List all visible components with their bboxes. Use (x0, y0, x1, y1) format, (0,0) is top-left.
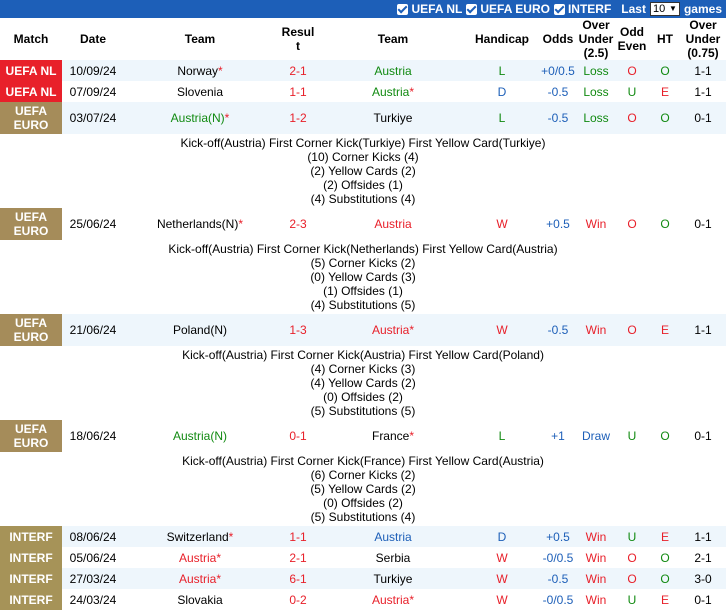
half-time-score: 0-1 (680, 420, 726, 452)
odds-result: Draw (578, 420, 614, 452)
handicap-value: +0.5 (538, 526, 578, 547)
match-detail-line: (6) Corner Kicks (2) (310, 468, 416, 482)
home-star: * (238, 217, 244, 231)
filter-label-uefa-euro: UEFA EURO (480, 2, 550, 16)
header-over-under-0-75 (680, 18, 726, 60)
handicap-value: -0/0.5 (538, 589, 578, 610)
home-team-name: Austria (178, 571, 217, 586)
match-detail-line: (4) Substitutions (5) (310, 298, 416, 312)
home-team[interactable] (124, 526, 276, 547)
match-detail-line: (0) Offsides (2) (323, 496, 403, 510)
odds-result: Win (578, 589, 614, 610)
odd-even: O (650, 60, 680, 81)
competition-badge[interactable]: UEFA EURO (0, 314, 62, 346)
result-indicator: L (466, 420, 538, 452)
match-detail-line: (0) Yellow Cards (3) (310, 270, 416, 284)
match-detail-row (0, 346, 726, 420)
over-under-2-5: U (614, 420, 650, 452)
table-row (0, 314, 726, 346)
away-team-name: Austria (371, 323, 410, 337)
odd-even: O (650, 420, 680, 452)
away-team-name: Austria (371, 592, 410, 607)
match-score[interactable]: 6-1 (276, 568, 320, 589)
odds-result: Win (578, 547, 614, 568)
table-row (0, 526, 726, 547)
header-ou075-line: Over (689, 18, 717, 32)
half-time-score: 0-1 (680, 102, 726, 134)
half-time-score: 3-0 (680, 568, 726, 589)
match-score[interactable]: 2-3 (276, 208, 320, 240)
over-under-2-5: O (614, 208, 650, 240)
odd-even: O (650, 547, 680, 568)
handicap-value: -0.5 (538, 314, 578, 346)
away-team[interactable] (320, 314, 466, 346)
header-home-team: Team (184, 32, 216, 46)
odd-even: O (650, 208, 680, 240)
match-detail-line: Kick-off(Austria) First Corner Kick(Turkiye) First Yellow Card(Turkiye) (180, 136, 546, 150)
header-result-line: t (296, 39, 300, 53)
away-team-name: Austria (374, 529, 412, 544)
result-indicator: W (466, 589, 538, 610)
away-team-name: Turkiye (373, 111, 413, 125)
header-match: Match (13, 32, 49, 46)
home-team[interactable] (124, 81, 276, 102)
match-detail-line: (4) Yellow Cards (2) (310, 376, 416, 390)
odd-even: E (650, 526, 680, 547)
odds-result: Loss (578, 102, 614, 134)
match-score[interactable]: 1-3 (276, 314, 320, 346)
half-time-score: 1-1 (680, 526, 726, 547)
match-detail-line: (0) Offsides (2) (323, 390, 403, 404)
handicap-value: -0/0.5 (538, 547, 578, 568)
checkbox-interf[interactable] (554, 4, 565, 15)
table-row (0, 420, 726, 452)
over-under-2-5: U (614, 81, 650, 102)
odds-result: Loss (578, 60, 614, 81)
games-label: games (683, 2, 722, 16)
match-date: 05/06/24 (62, 547, 124, 568)
competition-badge[interactable]: INTERF (0, 526, 62, 547)
odds-result: Win (578, 314, 614, 346)
header-odd-even (614, 18, 650, 60)
table-row (0, 568, 726, 589)
odds-result: Loss (578, 81, 614, 102)
half-time-score: 2-1 (680, 547, 726, 568)
competition-badge[interactable]: INTERF (0, 568, 62, 589)
handicap-value: -0.5 (538, 568, 578, 589)
away-team[interactable] (320, 420, 466, 452)
match-detail-line: (5) Substitutions (5) (310, 404, 416, 418)
match-score[interactable]: 1-1 (276, 526, 320, 547)
away-team[interactable] (320, 526, 466, 547)
competition-badge[interactable]: UEFA EURO (0, 208, 62, 240)
match-score[interactable]: 2-1 (276, 60, 320, 81)
away-team[interactable] (320, 60, 466, 81)
away-team-name: Serbia (375, 550, 411, 565)
odds-result: Win (578, 568, 614, 589)
odds-result: Win (578, 208, 614, 240)
match-detail (0, 134, 726, 208)
competition-badge[interactable]: UEFA NL (0, 81, 62, 102)
over-under-2-5: O (614, 314, 650, 346)
half-time-score: 0-1 (680, 589, 726, 610)
home-team-name: Austria (178, 550, 217, 565)
match-detail (0, 240, 726, 314)
home-team[interactable] (124, 547, 276, 568)
over-under-2-5: O (614, 568, 650, 589)
header-ou25-line: (2.5) (583, 46, 609, 60)
away-team-name: Austria (371, 84, 410, 99)
filter-bar (0, 0, 726, 18)
checkbox-uefa-euro[interactable] (466, 4, 477, 15)
home-team[interactable] (124, 60, 276, 81)
home-team[interactable] (124, 589, 276, 610)
home-star: * (224, 111, 230, 125)
home-star: * (218, 63, 223, 78)
match-detail (0, 452, 726, 526)
result-indicator: L (466, 102, 538, 134)
competition-badge[interactable]: INTERF (0, 547, 62, 568)
home-team-name: Netherlands(N) (156, 217, 239, 231)
handicap-value: +0/0.5 (538, 60, 578, 81)
handicap-value: +0.5 (538, 208, 578, 240)
match-detail-line: (5) Corner Kicks (2) (310, 256, 416, 270)
handicap-value: -0.5 (538, 102, 578, 134)
match-detail-line: (2) Yellow Cards (2) (310, 164, 416, 178)
header-ou25-line: Over (582, 18, 610, 32)
match-detail-row (0, 452, 726, 526)
away-star: * (409, 84, 415, 99)
table-row (0, 60, 726, 81)
result-indicator: W (466, 568, 538, 589)
result-indicator: W (466, 314, 538, 346)
header-result-line: Resul (281, 25, 315, 39)
match-detail-line: (5) Yellow Cards (2) (310, 482, 416, 496)
header-ht: HT (657, 32, 673, 46)
match-detail-line: Kick-off(Austria) First Corner Kick(Austria) First Yellow Card(Poland) (182, 348, 544, 362)
odd-even: E (650, 314, 680, 346)
result-indicator: D (466, 526, 538, 547)
header-oe-line: Odd (620, 25, 644, 39)
handicap-value: +1 (538, 420, 578, 452)
header-odds: Odds (542, 32, 574, 46)
match-date: 07/09/24 (62, 81, 124, 102)
away-team[interactable] (320, 568, 466, 589)
table-row (0, 208, 726, 240)
header-result (276, 18, 320, 60)
chevron-down-icon: ▼ (669, 4, 677, 13)
home-team-name: Norway (177, 63, 218, 78)
away-team-name: France (371, 429, 410, 443)
home-star: * (216, 550, 222, 565)
away-star: * (409, 592, 415, 607)
odd-even: E (650, 81, 680, 102)
match-detail-line: (1) Offsides (1) (323, 284, 403, 298)
over-under-2-5: O (614, 102, 650, 134)
odd-even: E (650, 589, 680, 610)
header-over-under-2-5 (578, 18, 614, 60)
competition-badge[interactable]: UEFA EURO (0, 420, 62, 452)
odds-result: Win (578, 526, 614, 547)
home-team-name: Austria(N) (170, 111, 225, 125)
match-score[interactable]: 2-1 (276, 547, 320, 568)
away-team[interactable] (320, 547, 466, 568)
games-count-value: 10 (652, 3, 666, 15)
result-indicator: W (466, 208, 538, 240)
home-team-name: Slovenia (176, 84, 224, 99)
table-row (0, 547, 726, 568)
result-indicator: D (466, 81, 538, 102)
match-date: 18/06/24 (62, 420, 124, 452)
competition-badge[interactable]: UEFA EURO (0, 102, 62, 134)
half-time-score: 1-1 (680, 314, 726, 346)
match-date: 21/06/24 (62, 314, 124, 346)
home-team-name: Switzerland (166, 529, 229, 544)
half-time-score: 1-1 (680, 60, 726, 81)
away-team[interactable] (320, 208, 466, 240)
match-detail-row (0, 134, 726, 208)
half-time-score: 0-1 (680, 208, 726, 240)
away-team-name: Austria (374, 217, 412, 231)
over-under-2-5: U (614, 589, 650, 610)
match-detail-line: (4) Substitutions (4) (310, 192, 416, 206)
match-detail-line: (10) Corner Kicks (4) (307, 150, 419, 164)
half-time-score: 1-1 (680, 81, 726, 102)
match-date: 10/09/24 (62, 60, 124, 81)
result-indicator: L (466, 60, 538, 81)
match-score[interactable]: 0-2 (276, 589, 320, 610)
away-team-name: Austria (374, 63, 412, 78)
away-team-name: Turkiye (373, 571, 413, 586)
home-star: * (216, 571, 222, 586)
match-table (0, 18, 726, 610)
odd-even: O (650, 568, 680, 589)
over-under-2-5: O (614, 60, 650, 81)
match-date: 24/03/24 (62, 589, 124, 610)
games-count-select[interactable] (650, 2, 680, 16)
match-score[interactable]: 1-1 (276, 81, 320, 102)
filter-label-interf: INTERF (567, 2, 612, 16)
away-star: * (409, 323, 415, 337)
header-date: Date (79, 32, 106, 46)
over-under-2-5: O (614, 547, 650, 568)
match-date: 08/06/24 (62, 526, 124, 547)
match-detail (0, 346, 726, 420)
match-date: 27/03/24 (62, 568, 124, 589)
header-handicap: Handicap (474, 32, 529, 46)
match-detail-line: Kick-off(Austria) First Corner Kick(Netherlands) First Yellow Card(Austria) (168, 242, 558, 256)
home-team-name: Poland(N) (172, 323, 228, 337)
header-oe-line: Even (617, 39, 647, 53)
home-team[interactable] (124, 420, 276, 452)
match-detail-row (0, 240, 726, 314)
home-team[interactable] (124, 102, 276, 134)
home-team[interactable] (124, 314, 276, 346)
table-row (0, 589, 726, 610)
header-away-team: Team (377, 32, 409, 46)
away-star: * (409, 429, 415, 443)
result-indicator: W (466, 547, 538, 568)
home-team[interactable] (124, 568, 276, 589)
match-score[interactable]: 0-1 (276, 420, 320, 452)
match-detail-line: (2) Offsides (1) (323, 178, 403, 192)
filter-label-uefa-nl: UEFA NL (411, 2, 463, 16)
match-detail-line: (5) Substitutions (4) (310, 510, 416, 524)
match-date: 25/06/24 (62, 208, 124, 240)
competition-badge[interactable]: UEFA NL (0, 60, 62, 81)
over-under-2-5: U (614, 526, 650, 547)
match-detail-line: (4) Corner Kicks (3) (310, 362, 416, 376)
away-team[interactable] (320, 81, 466, 102)
last-label: Last (621, 2, 646, 16)
match-date: 03/07/24 (62, 102, 124, 134)
table-row (0, 102, 726, 134)
home-star: * (228, 529, 234, 544)
away-team[interactable] (320, 589, 466, 610)
header-ou075-line: (0.75) (687, 46, 719, 60)
home-team-name: Austria(N) (172, 429, 227, 443)
header-ou25-line: Under (578, 32, 614, 46)
odd-even: O (650, 102, 680, 134)
header-ou075-line: Under (685, 32, 721, 46)
table-row (0, 81, 726, 102)
header-row (0, 18, 726, 60)
home-team-name: Slovakia (177, 592, 223, 607)
checkbox-uefa-nl[interactable] (397, 4, 408, 15)
competition-badge[interactable]: INTERF (0, 589, 62, 610)
home-team[interactable] (124, 208, 276, 240)
away-team[interactable] (320, 102, 466, 134)
match-detail-line: Kick-off(Austria) First Corner Kick(France) First Yellow Card(Austria) (182, 454, 544, 468)
handicap-value: -0.5 (538, 81, 578, 102)
match-score[interactable]: 1-2 (276, 102, 320, 134)
